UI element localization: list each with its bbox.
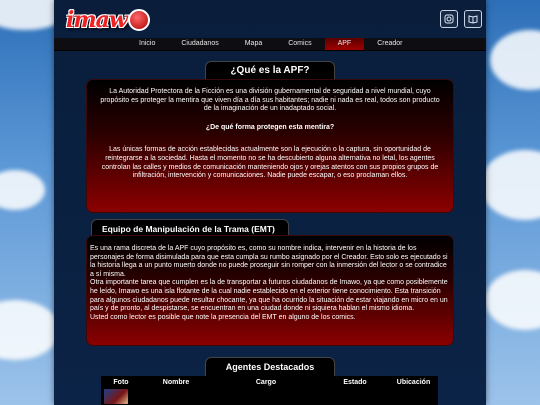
background-cloud (485, 270, 540, 330)
background-cloud (490, 30, 540, 90)
panel-emt (87, 236, 453, 345)
emt-paragraph-3: Usted como lector es posible que note la presencia del EMT en alguno de los comics. (90, 313, 356, 321)
apf-description: La Autoridad Protectora de la Ficción es una división gubernamental de seguridad a nivel mundial, cuyo propósito es proteger la mentira que viven día a día sus habitantes; nadie ni nada es real, todos son producto de la imaginación de un inadaptado social. (100, 88, 440, 113)
apf-answer: Las únicas formas de acción establecidas actualmente son la ejecución o la captura, sin oportunidad de reintegrarse a la sociedad. Hasta el momento no se ha descubierto alguna alternativa no letal, los agentes controlan las calles y medios de comunicación manteniendo ojos y orejas atentos con sus propios grupos de infiltración, intervención y comunicaciones. Nadie puede escapar, o eso proclaman ellos. (101, 146, 439, 180)
section-title-apf: ¿Qué es la APF? (206, 62, 334, 80)
logo-ball-icon (128, 9, 150, 31)
emt-paragraph-2: Otra importante tarea que cumplen es la de transportar a futuros ciudadanos de Imawo, ya que como posiblemente he leído, Imawo es una isla flotante de la cual nadie establecido en el exterior tiene conocimiento. Esta transición para algunos ciudadanos puede resultar chocante, ya que ha ocurrido la situación de estar viajando en micro en un país y de pronto, al despistarse, se encuentran en una ciudad donde ni siquiera hablan el mismo idioma. (90, 279, 448, 313)
nav-item-inicio[interactable]: Inicio (139, 40, 156, 47)
col-cargo: Cargo (255, 378, 277, 386)
nav-item-ciudadanos[interactable]: Ciudadanos (181, 40, 219, 47)
section-title-agentes: Agentes Destacados (206, 358, 334, 376)
col-nombre: Nombre (162, 378, 190, 386)
table-row[interactable] (101, 388, 438, 405)
instagram-icon[interactable] (440, 10, 458, 28)
background-cloud (480, 150, 540, 220)
nav-item-creador[interactable]: Creador (377, 40, 403, 47)
main-nav (54, 38, 486, 51)
panel-apf (87, 80, 453, 212)
col-estado: Estado (343, 378, 367, 386)
site-logo[interactable] (66, 5, 150, 35)
logo-text: imaw (66, 7, 127, 33)
header-icons (440, 10, 482, 28)
background-cloud (0, 170, 45, 210)
col-ubicacion: Ubicación (396, 378, 431, 386)
agents-table (101, 376, 438, 405)
background-cloud (0, 300, 60, 360)
nav-item-apf[interactable]: APF (325, 38, 365, 50)
col-foto: Foto (113, 378, 129, 386)
emt-paragraph-1: Es una rama discreta de la APF cuyo propósito es, como su nombre indica, intervenir en la historia de los personajes de forma disimulada para que esta cumpla su rumbo asignado por el Creador. Esto solo es ejecutado si la historia llega a un punto muerto donde no puede proseguir sin romper con la inmersión del lector o se contradice a sí misma. (90, 245, 448, 278)
nav-item-mapa[interactable]: Mapa (244, 40, 263, 47)
book-icon[interactable] (464, 10, 482, 28)
apf-question: ¿De qué forma protegen esta mentira? (205, 123, 335, 131)
nav-item-comics[interactable]: Comics (288, 40, 312, 47)
section-title-emt: Equipo de Manipulación de la Trama (EMT) (92, 220, 288, 238)
table-header (101, 376, 438, 388)
agent-photo (104, 389, 128, 404)
